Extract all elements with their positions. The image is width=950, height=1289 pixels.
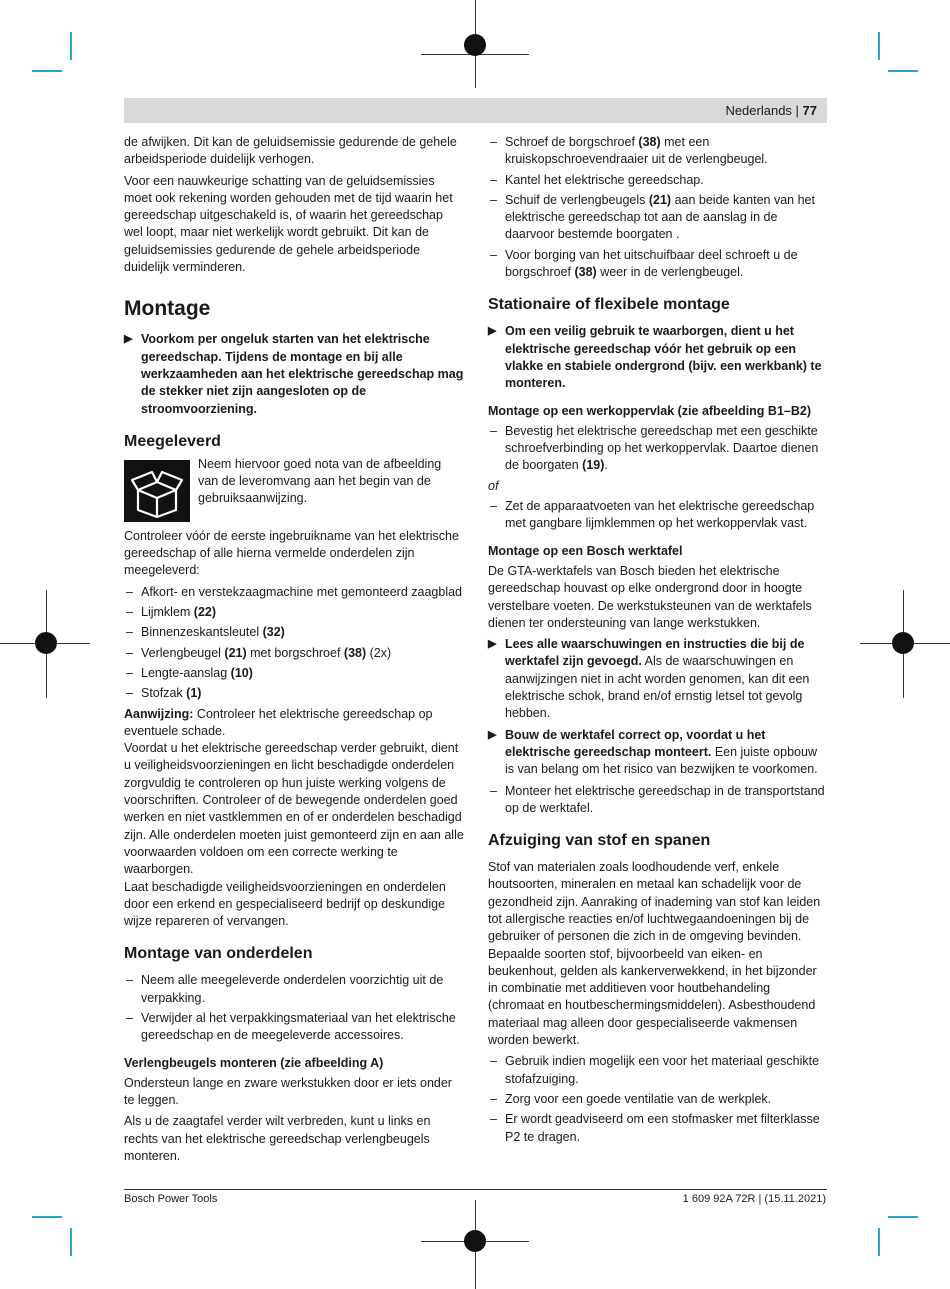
crop-mark (878, 32, 880, 60)
step-item (488, 423, 828, 475)
step-item (488, 134, 828, 169)
crop-mark (70, 32, 72, 60)
left-column (124, 134, 464, 1169)
item-text: Lijmklem (141, 605, 194, 620)
crop-mark (32, 70, 62, 72)
footer-doc-number: 1 609 92A 72R | (15.11.2021) (682, 1193, 826, 1205)
dash-bullet: – (490, 135, 497, 149)
warning-item (124, 331, 464, 417)
item-text: Neem alle meegeleverde onderdelen voorzichtig uit de verpakking. (141, 973, 444, 1005)
dash-bullet: – (490, 783, 497, 798)
footer-brand: Bosch Power Tools (124, 1193, 218, 1205)
part-number: (38) (574, 265, 597, 280)
item-text: Verlengbeugel (141, 645, 225, 660)
part-number: (32) (262, 625, 285, 640)
header-section: Nederlands | (725, 103, 803, 118)
list-item (488, 1111, 828, 1146)
heading-stationaire: Stationaire of flexibele montage (488, 296, 730, 314)
right-column (488, 134, 828, 1149)
heading-werkoppervlak: Montage op een werkoppervlak (zie afbeelding B1–B2) (488, 403, 811, 418)
warning-text: Bouw de werktafel correct op, voordat u het elektrische gereedschap monteert. (505, 727, 766, 759)
warning-bullet-icon: ▶ (124, 333, 133, 346)
scope-of-delivery-note (124, 456, 464, 522)
list-item (124, 604, 464, 621)
note-paragraph (124, 706, 464, 741)
list-item (124, 1010, 464, 1045)
warning-item (488, 636, 828, 722)
crop-mark (888, 1216, 918, 1218)
step-text: Kantel het elektrische gereedschap. (505, 172, 704, 187)
heading-verlengbeugels: Verlengbeugels monteren (zie afbeelding A) (124, 1055, 384, 1070)
paragraph: de afwijken. Dit kan de geluidsemissie gedurende de gehele arbeidsperiode duidelijk verhogen. (124, 135, 457, 167)
page-header (124, 98, 827, 123)
list-item (124, 584, 464, 601)
item-text: Verwijder al het verpakkingsmateriaal van het elektrische gereedschap en de meegeleverde accessoires. (141, 1010, 456, 1043)
heading-montage: Montage (124, 297, 211, 321)
dash-bullet: – (490, 192, 497, 207)
part-number: (21) (224, 645, 247, 660)
paragraph: Laat beschadigde veiligheidsvoorzieningen en onderdelen door een erkend en gespecialiseerd bedrijf op deskundige wijze repareren of vervangen. (124, 879, 446, 929)
list-item (124, 685, 464, 702)
paragraph: Stof van materialen zoals loodhoudende verf, enkele houtsoorten, mineralen en metaal kan schadelijk voor de gezondheid zijn. Aanraking of inademing van stof kan leiden tot allergische reacties en/of luchtwegaandoeningen bij de gebruiker of personen die zich in de omgeving bevinden. Bepaalde soorten stof, bijvoorbeeld van eiken- en beukenhout, gelden als kankerverwekkend, in het bijzonder in combinatie met additieven voor houtbehandeling (chromaat en houtbeschermingsmiddelen). Asbesthoudend materiaal mag alleen door gespecialiseerde vakmensen worden bewerkt. (488, 860, 821, 1048)
paragraph: Als u de zaagtafel verder wilt verbreden, kunt u links en rechts van het elektrische gereedschap verlengbeugels monteren. (124, 1114, 431, 1164)
item-text: Lengte-aanslag (141, 665, 231, 680)
heading-afzuiging: Afzuiging van stof en spanen (488, 832, 711, 850)
dash-bullet: – (126, 584, 133, 599)
crop-mark (888, 70, 918, 72)
step-text: Schroef de borgschroef (505, 135, 639, 149)
warning-bullet-icon: ▶ (488, 728, 497, 741)
dash-bullet: – (126, 605, 133, 620)
dash-bullet: – (490, 499, 497, 514)
part-number: (10) (230, 665, 253, 680)
list-item (488, 1053, 828, 1088)
list-item (124, 665, 464, 682)
step-item (488, 783, 828, 818)
paragraph: Voordat u het elektrische gereedschap verder gebruikt, dient u veiligheidsvoorzieningen en licht beschadigde onderdelen zorgvuldig te controleren op hun juiste werking volgens de voorschriften. Controleer of de bewegende onderdelen goed werken en niet vastklemmen en of er onderdelen beschadigd zijn. Alle onderdelen moeten juist gemonteerd zijn en aan alle voorwaarden voldoen om een correcte werking te waarborgen. (124, 741, 464, 877)
dash-bullet: – (126, 645, 133, 660)
dash-bullet: – (490, 423, 497, 438)
item-text: met borgschroef (246, 645, 344, 660)
list-item (488, 1091, 828, 1108)
part-number: (22) (193, 605, 217, 620)
dash-bullet: – (126, 625, 133, 640)
step-item (488, 498, 828, 533)
dash-bullet: – (490, 1054, 497, 1069)
step-text: weer in de verlengbeugel. (596, 265, 744, 280)
crop-mark (878, 1228, 880, 1256)
note-text: Controleer het elektrische gereedschap op eventuele schade. (124, 706, 433, 738)
item-text: Binnenzeskantsleutel (141, 625, 263, 640)
step-item (488, 247, 828, 282)
dash-bullet: – (126, 973, 133, 988)
registration-target (892, 632, 914, 654)
footer-rule (124, 1189, 827, 1190)
warning-text: Lees alle waarschuwingen en instructies die bij de werktafel zijn gevoegd. (505, 637, 805, 669)
crop-mark (32, 1216, 62, 1218)
step-text: . (604, 458, 608, 473)
item-text: Er wordt geadviseerd om een stofmasker met filterklasse P2 te dragen. (505, 1112, 820, 1144)
warning-detail: Als de waarschuwingen en aanwijzingen niet in acht worden genomen, kan dit een elektrische schok, brand en/of ernstig letsel tot gevolg hebben. (505, 654, 810, 721)
item-text: Zorg voor een goede ventilatie van de werkplek. (505, 1091, 772, 1106)
dash-bullet: – (490, 172, 497, 187)
step-text: Monteer het elektrische gereedschap in de transportstand op de werktafel. (505, 783, 825, 815)
step-item (488, 192, 828, 244)
dash-bullet: – (490, 1091, 497, 1106)
item-text: Stofzak (141, 686, 187, 701)
registration-target (35, 632, 57, 654)
dash-bullet: – (126, 1010, 133, 1025)
crop-mark (70, 1228, 72, 1256)
box-note-text: Neem hiervoor goed nota van de afbeelding van de leveromvang aan het begin van de gebruiksaanwijzing. (198, 456, 442, 506)
part-number: (1) (186, 686, 202, 701)
note-label: Aanwijzing: (124, 706, 194, 721)
heading-bosch-werktafel: Montage op een Bosch werktafel (488, 543, 683, 558)
heading-montage-onderdelen: Montage van onderdelen (124, 945, 313, 963)
part-number: (21) (648, 192, 672, 207)
step-text: Bevestig het elektrische gereedschap met een geschikte schroefverbinding op het werkoppervlak. Daartoe dienen de boorgaten (505, 423, 819, 473)
item-text: Afkort- en verstekzaagmachine met gemonteerd zaagblad (141, 584, 463, 599)
step-text: met een kruiskopschroevendraaier uit de verlengbeugel. (505, 135, 768, 167)
step-text: aan beide kanten van het elektrische gereedschap tot aan de aanslag in de daarvoor bestemde boorgaten . (505, 192, 815, 242)
item-text: Gebruik indien mogelijk een voor het materiaal geschikte stofafzuiging. (505, 1054, 820, 1086)
warning-text: Voorkom per ongeluk starten van het elektrische gereedschap. Tijdens de montage en bij alle werkzaamheden aan het elektrische gereedschap mag de stekker niet zijn aangesloten op de stroomvoorziening. (141, 332, 464, 416)
dash-bullet: – (490, 247, 497, 262)
dash-bullet: – (490, 1112, 497, 1127)
paragraph: Ondersteun lange en zware werkstukken door er iets onder te leggen. (124, 1075, 452, 1108)
registration-target (464, 1230, 486, 1252)
or-separator: of (488, 478, 499, 493)
list-item (124, 624, 464, 641)
paragraph: Controleer vóór de eerste ingebruikname van het elektrische gereedschap of alle hierna vermelde onderdelen zijn meegeleverd: (124, 528, 459, 578)
heading-meegeleverd: Meegeleverd (124, 432, 221, 450)
page-number: 77 (802, 103, 817, 118)
dash-bullet: – (126, 665, 133, 680)
warning-bullet-icon: ▶ (488, 325, 497, 338)
item-text: (2x) (366, 645, 392, 660)
part-number: (38) (343, 645, 367, 660)
warning-item (488, 727, 828, 779)
warning-detail: Een juiste opbouw is van belang om het risico van bezwijken te voorkomen. (505, 744, 818, 777)
step-text: Schuif de verlengbeugels (505, 192, 649, 207)
part-number: (38) (638, 135, 661, 149)
part-number: (19) (582, 458, 605, 473)
step-item (488, 172, 828, 189)
warning-bullet-icon: ▶ (488, 638, 497, 651)
open-box-icon (124, 460, 190, 522)
list-item (124, 972, 464, 1007)
step-text: Zet de apparaatvoeten van het elektrische gereedschap met gangbare lijmklemmen op het werkoppervlak vast. (505, 499, 815, 531)
paragraph: De GTA-werktafels van Bosch bieden het elektrische gereedschap houvast op elke ondergrond door in hoogte verstelbare voeten. De werkstuksteunen van de werktafels dienen ter ondersteuning van lange werkstukken. (488, 563, 812, 630)
warning-text: Om een veilig gebruik te waarborgen, dient u het elektrische gereedschap vóór het gebruik op een vlakke en stabiele ondergrond (bijv. een werkbank) te monteren. (505, 324, 822, 391)
page-header-text (725, 103, 817, 118)
registration-target (464, 34, 486, 56)
dash-bullet: – (126, 686, 133, 701)
warning-item (488, 323, 828, 392)
step-text: Voor borging van het uitschuifbaar deel schroeft u de borgschroef (505, 247, 798, 280)
paragraph: Voor een nauwkeurige schatting van de geluidsemissies moet ook rekening worden gehouden met de tijd waarin het gereedschap uitgeschakeld is, of waarin het gereedschap wel loopt, maar niet werkelijk wordt gebruikt. Dit kan de geluidsemissies gedurende de gehele arbeidsperiode duidelijk verminderen. (124, 173, 453, 275)
list-item (124, 645, 464, 662)
